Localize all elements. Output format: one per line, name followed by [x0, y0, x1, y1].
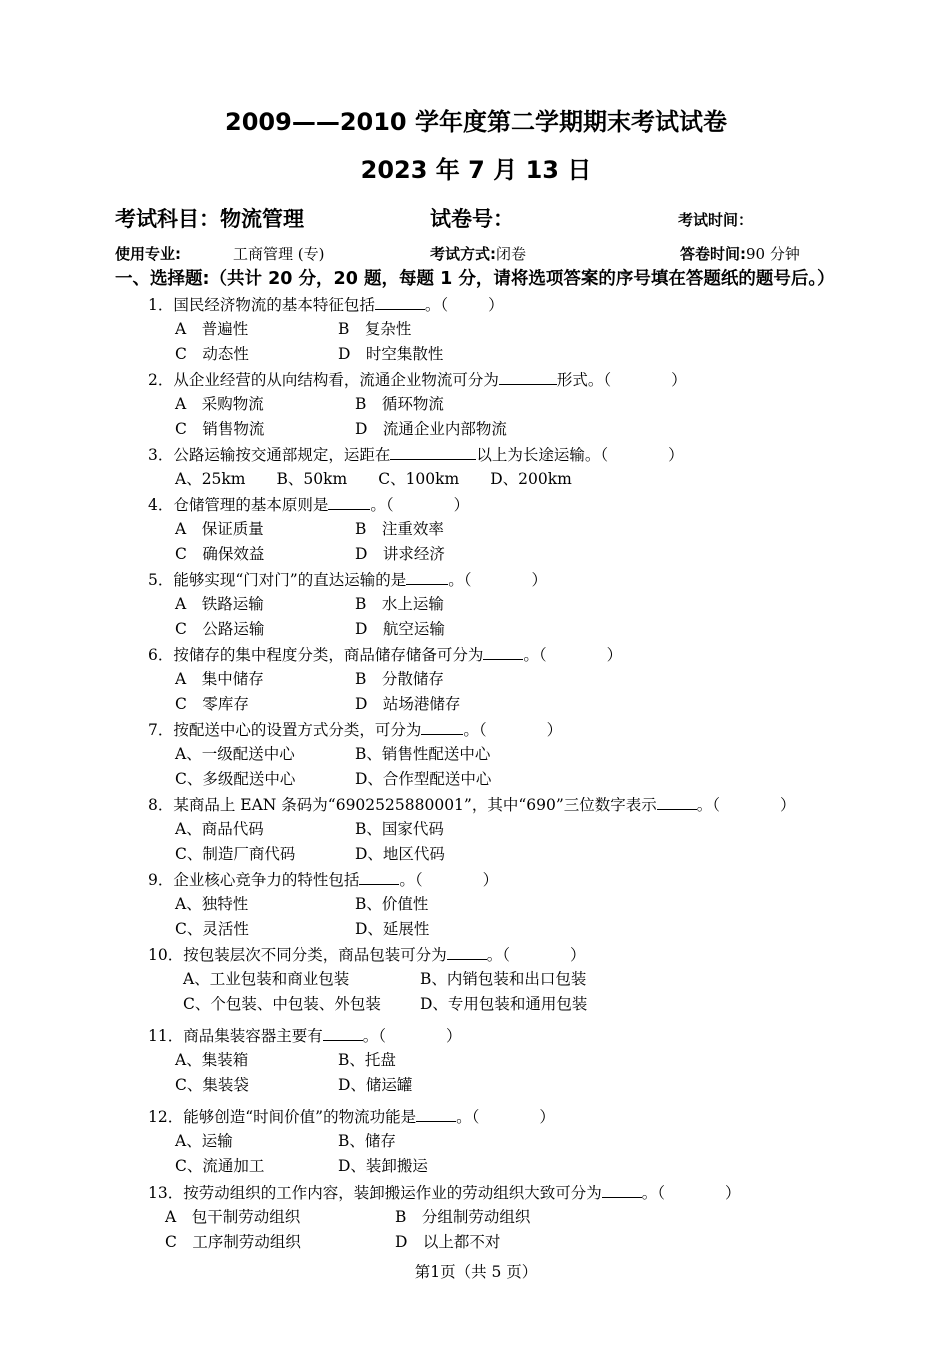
question-text: 1．国民经济物流的基本特征包括: [148, 296, 375, 314]
mode-label: 考试方式:: [430, 245, 496, 263]
option: C、流通加工: [175, 1157, 265, 1175]
option: B 注重效率: [355, 520, 444, 538]
question-suffix: 以上为长途运输。（: [476, 446, 609, 464]
option: B 循环物流: [355, 395, 444, 413]
option: C 零库存: [175, 695, 249, 713]
option: A、集装箱: [175, 1051, 249, 1069]
major-value: 工商管理 (专): [233, 245, 325, 263]
duration-value: 90 分钟: [746, 245, 800, 263]
question-text: 3．公路运输按交通部规定，运距在: [148, 446, 391, 464]
answer-blank: [421, 719, 463, 735]
question-suffix: 。（: [486, 946, 510, 964]
question-text: 13．按劳动组织的工作内容，装卸搬运作业的劳动组织大致可分为: [148, 1184, 602, 1202]
option: A 集中储存: [175, 670, 264, 688]
option: C 销售物流: [175, 420, 265, 438]
question-suffix: 。（: [362, 1027, 386, 1045]
option: B、储存: [338, 1132, 396, 1150]
question-5: [148, 569, 547, 590]
exam-mode-info: [430, 243, 526, 264]
question-13: [148, 1182, 741, 1203]
question-suffix: 。（: [456, 1108, 480, 1126]
option: A、工业包装和商业包装: [183, 970, 350, 988]
question-close-paren: ）: [531, 571, 547, 589]
option: D 航空运输: [355, 620, 445, 638]
answer-blank: [657, 794, 697, 810]
option: C、多级配送中心: [175, 770, 296, 788]
question-suffix: 。（: [424, 296, 449, 314]
question-text: 4．仓储管理的基本原则是: [148, 496, 329, 514]
question-text: 10．按包装层次不同分类，商品包装可分为: [148, 946, 447, 964]
question-close-paren: ）: [482, 871, 499, 889]
option: C、个包装、中包装、外包装: [183, 995, 381, 1013]
question-12: [148, 1106, 555, 1127]
question-suffix: 。（: [696, 796, 721, 814]
paper-no-label: 试卷号：: [430, 207, 514, 231]
question-4: [148, 494, 469, 515]
option: C、集装袋: [175, 1076, 249, 1094]
question-suffix: 形式。（: [556, 371, 612, 389]
question-close-paren: ）: [570, 946, 586, 964]
option: A 普遍性: [175, 320, 249, 338]
answer-blank: [602, 1182, 642, 1198]
question-suffix: 。（: [399, 871, 423, 889]
option: D、储运罐: [338, 1076, 413, 1094]
answer-blank: [416, 1106, 456, 1122]
question-close-paren: ）: [668, 446, 684, 464]
question-suffix: 。（: [463, 721, 487, 739]
question-text: 6．按储存的集中程度分类，商品储存储备可分为: [148, 646, 484, 664]
question-suffix: 。（: [641, 1184, 665, 1202]
question-close-paren: ）: [453, 496, 470, 514]
answer-blank: [390, 444, 476, 460]
question-1: [148, 294, 504, 315]
section-heading: 一、选择题:（共计 20 分，20 题，每题 1 分，请将选项答案的序号填在答题纸的题号后。）: [115, 269, 835, 289]
question-text: 12．能够创造“时间价值”的物流功能是: [148, 1108, 417, 1126]
question-9: [148, 869, 498, 890]
option: C 工序制劳动组织: [165, 1233, 301, 1251]
option: D、合作型配送中心: [355, 770, 492, 788]
question-close-paren: ）: [488, 296, 504, 314]
question-suffix: 。（: [448, 571, 472, 589]
question-text: 11．商品集装容器主要有: [148, 1027, 323, 1045]
option: B 水上运输: [355, 595, 444, 613]
exam-time-label: 考试时间：: [678, 211, 754, 229]
option: B、内销包装和出口包装: [420, 970, 587, 988]
option: B 分组制劳动组织: [395, 1208, 531, 1226]
mode-value: 闭卷: [496, 245, 527, 263]
question-7: [148, 719, 562, 740]
duration-info: [680, 243, 800, 264]
answer-blank: [359, 869, 399, 885]
question-2: [148, 369, 687, 390]
option: D、延展性: [355, 920, 430, 938]
option: A 采购物流: [175, 395, 264, 413]
question-text: 5．能够实现“门对门”的直达运输的是: [148, 571, 407, 589]
question-close-paren: ）: [606, 646, 623, 664]
major-label: 使用专业:: [115, 245, 181, 263]
answer-blank: [447, 944, 487, 960]
option: D 以上都不对: [395, 1233, 501, 1251]
question-close-paren: ）: [539, 1108, 555, 1126]
option: B、价值性: [355, 895, 429, 913]
question-suffix: 。（: [523, 646, 547, 664]
option: A、独特性: [175, 895, 249, 913]
answer-blank: [375, 294, 425, 310]
question-text: 7．按配送中心的设置方式分类，可分为: [148, 721, 422, 739]
subject-value: 物流管理: [220, 207, 304, 231]
question-close-paren: ）: [725, 1184, 741, 1202]
question-11: [148, 1025, 462, 1046]
answer-blank: [406, 569, 448, 585]
answer-blank: [483, 644, 523, 660]
question-close-paren: ）: [671, 371, 687, 389]
option: A、一级配送中心: [175, 745, 295, 763]
subject-label: 考试科目：: [115, 207, 220, 231]
question-text: 2．从企业经营的从向结构看，流通企业物流可分为: [148, 371, 499, 389]
question-suffix: 。（: [370, 496, 394, 514]
page-footer: 第1页（共 5 页）: [414, 1263, 538, 1281]
option: D 讲求经济: [355, 545, 445, 563]
answer-blank: [323, 1025, 363, 1041]
option: A 包干制劳动组织: [165, 1208, 301, 1226]
question-6: [148, 644, 622, 665]
option: A 铁路运输: [175, 595, 264, 613]
option: C 公路运输: [175, 620, 265, 638]
option: C 动态性: [175, 345, 249, 363]
subject-info: [115, 203, 304, 233]
option: D、地区代码: [355, 845, 445, 863]
answer-blank: [499, 369, 557, 385]
option: D、专用包装和通用包装: [420, 995, 588, 1013]
question-8: [148, 794, 796, 815]
duration-label: 答卷时间:: [680, 245, 746, 263]
option: C、灵活性: [175, 920, 249, 938]
option: D 时空集散性: [338, 345, 444, 363]
option-row: A、25km B、50km C、100km D、200km: [175, 470, 572, 488]
option: A 保证质量: [175, 520, 264, 538]
question-close-paren: ）: [546, 721, 563, 739]
question-text: 8．某商品上 EAN 条码为“6902525880001”，其中“690”三位数字表示: [148, 796, 657, 814]
option: C、制造厂商代码: [175, 845, 296, 863]
answer-blank: [328, 494, 370, 510]
option: B、托盘: [338, 1051, 396, 1069]
option: B、销售性配送中心: [355, 745, 491, 763]
option: B 分散储存: [355, 670, 444, 688]
question-text: 9．企业核心竞争力的特性包括: [148, 871, 360, 889]
exam-date: 2023 年 7 月 13 日: [360, 156, 592, 184]
option: B 复杂性: [338, 320, 412, 338]
option: D、装卸搬运: [338, 1157, 428, 1175]
option: D 站场港储存: [355, 695, 461, 713]
option: A、商品代码: [175, 820, 264, 838]
question-close-paren: ）: [780, 796, 796, 814]
option: D 流通企业内部物流: [355, 420, 507, 438]
question-10: [148, 944, 586, 965]
exam-title: 2009——2010 学年度第二学期期末考试试卷: [225, 108, 727, 136]
question-3: [148, 444, 684, 465]
question-close-paren: ）: [446, 1027, 462, 1045]
option: B、国家代码: [355, 820, 444, 838]
option: A、运输: [175, 1132, 233, 1150]
option: C 确保效益: [175, 545, 265, 563]
